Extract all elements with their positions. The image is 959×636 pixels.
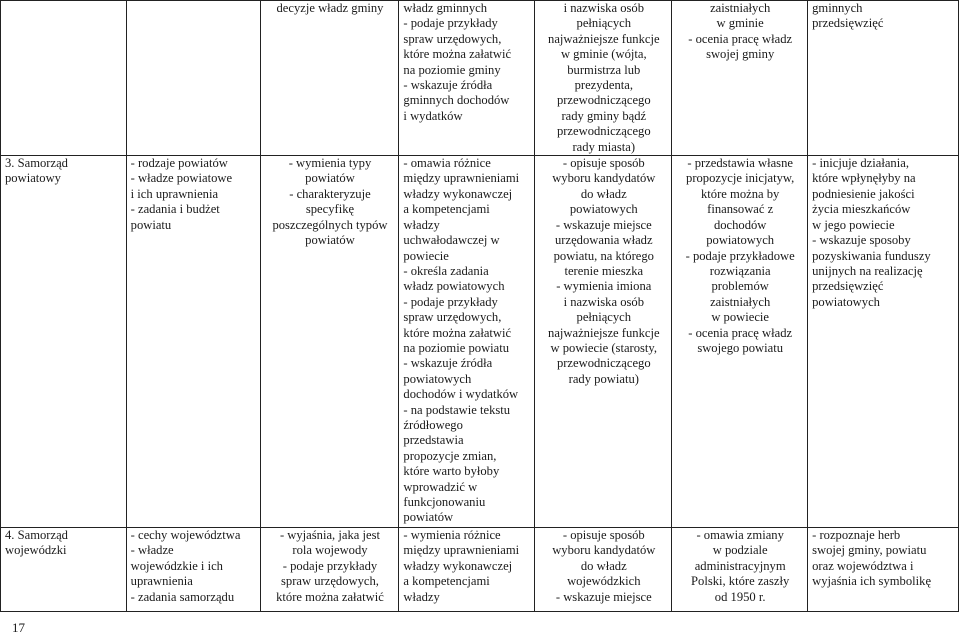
cell-text-line: między uprawnieniami bbox=[403, 171, 520, 186]
cell-text-line: pełniących bbox=[576, 16, 632, 31]
requirement-5-cell bbox=[808, 156, 959, 528]
cell-text-line: terenie mieszka bbox=[564, 263, 644, 278]
cell-text-line: - podaje przykłady bbox=[403, 16, 498, 31]
cell-text-line: - zadania samorządu bbox=[130, 589, 235, 604]
content-cell bbox=[126, 528, 260, 612]
cell-text-line: swojej gminy, powiatu bbox=[812, 543, 927, 558]
cell-text-line: władzy wykonawczej bbox=[403, 558, 513, 573]
cell-text-line: 3. Samorząd bbox=[5, 156, 68, 171]
cell-text-line: - wskazuje źródła bbox=[403, 78, 493, 93]
cell-text-line: i nazwiska osób bbox=[563, 1, 645, 15]
cell-text-line: - wskazuje miejsce bbox=[555, 589, 652, 604]
cell-text-line: - ocenia pracę władz bbox=[688, 325, 793, 340]
page-number: 17 bbox=[12, 620, 25, 635]
cell-text-line: źródłowego bbox=[403, 417, 463, 432]
cell-text-line: wyjaśnia ich symbolikę bbox=[812, 574, 932, 589]
cell-text-line: pełniących bbox=[576, 310, 632, 325]
requirement-4-cell bbox=[672, 528, 808, 612]
cell-text-line: powiatowych bbox=[569, 202, 638, 217]
cell-text-line: oraz województwa i bbox=[812, 558, 914, 573]
cell-text-line: rola wojewody bbox=[292, 543, 368, 558]
cell-text-line: - rodzaje powiatów bbox=[130, 156, 228, 171]
requirement-4-cell bbox=[672, 1, 808, 156]
cell-text-line: w powiecie bbox=[711, 310, 770, 325]
cell-text-line: decyzje władz gminy bbox=[276, 1, 384, 15]
cell-text-line: które można załatwić bbox=[403, 47, 512, 62]
cell-text-line: zaistniałych bbox=[710, 1, 771, 15]
requirement-4-cell bbox=[672, 156, 808, 528]
table-row bbox=[1, 528, 959, 612]
cell-text-line: w gminie (wójta, bbox=[560, 47, 647, 62]
table-row bbox=[1, 156, 959, 528]
cell-text-line: gminnych dochodów bbox=[403, 93, 510, 108]
cell-text-line: w jego powiecie bbox=[812, 217, 895, 232]
cell-text-line: spraw urzędowych, bbox=[403, 31, 502, 46]
cell-text-line: rozwiązania bbox=[709, 263, 771, 278]
cell-text-line: wyboru kandydatów bbox=[552, 171, 656, 186]
cell-text-line: - przedstawia własne bbox=[687, 156, 793, 171]
cell-text-line: zaistniałych bbox=[710, 294, 771, 309]
cell-text-line: najważniejsze funkcje bbox=[548, 31, 660, 46]
cell-text-line: od 1950 r. bbox=[714, 589, 766, 604]
cell-text-line: problemów bbox=[711, 279, 769, 294]
cell-text-line: w podziale bbox=[712, 543, 768, 558]
cell-text-line: - wymienia różnice bbox=[403, 528, 501, 543]
cell-text-line: władz powiatowych bbox=[403, 279, 505, 294]
cell-text-line: funkcjonowaniu bbox=[403, 495, 486, 509]
cell-text-line: które można by bbox=[701, 186, 780, 201]
cell-text-line: dochodów i wydatków bbox=[403, 387, 519, 402]
cell-text-line: - podaje przykłady bbox=[403, 294, 498, 309]
cell-text-line: - wymienia imiona bbox=[556, 279, 652, 294]
cell-text-line: pozyskiwania funduszy bbox=[812, 248, 931, 263]
cell-text-line: w powiecie (starosty, bbox=[550, 340, 658, 355]
cell-text-line: - podaje przykłady bbox=[282, 558, 378, 573]
cell-text-line: spraw urzędowych, bbox=[281, 574, 379, 589]
cell-text-line: powiatowych bbox=[706, 233, 775, 248]
cell-text-line: wojewódzkie i ich bbox=[130, 558, 223, 573]
cell-text-line: finansować z bbox=[707, 202, 774, 217]
cell-text-line: dochodów bbox=[713, 217, 767, 232]
cell-text-line: unijnych na realizację bbox=[812, 263, 923, 278]
cell-text-line: wyboru kandydatów bbox=[552, 543, 656, 558]
cell-text-line: powiatów bbox=[305, 233, 355, 248]
cell-text-line: - inicjuje działania, bbox=[812, 156, 909, 171]
requirement-1-cell bbox=[260, 1, 399, 156]
cell-text-line: - władze bbox=[130, 543, 174, 558]
cell-text-line: - władze powiatowe bbox=[130, 171, 233, 186]
cell-text-line: które wpłynęłyby na bbox=[812, 171, 916, 186]
requirement-2-cell bbox=[399, 528, 535, 612]
cell-text-line: władzy bbox=[403, 589, 440, 604]
cell-text-line: - na podstawie tekstu bbox=[403, 402, 511, 417]
cell-text-line: - omawia zmiany bbox=[696, 528, 784, 543]
cell-text-line: i ich uprawnienia bbox=[130, 186, 219, 201]
cell-text-line: 4. Samorząd bbox=[5, 528, 68, 543]
requirement-5-cell bbox=[808, 528, 959, 612]
cell-text-line: - określa zadania bbox=[403, 263, 489, 278]
cell-text-line: powiatu, na którego bbox=[553, 248, 654, 263]
cell-text-line: gminnych bbox=[812, 1, 863, 15]
cell-text-line: - wyjaśnia, jaka jest bbox=[279, 528, 380, 543]
cell-text-line: a kompetencjami bbox=[403, 574, 490, 589]
cell-text-line: na poziomie gminy bbox=[403, 62, 501, 77]
cell-text-line: i wydatków bbox=[403, 108, 463, 123]
cell-text-line: życia mieszkańców bbox=[812, 202, 911, 217]
cell-text-line: przedsięwzięć bbox=[812, 16, 884, 31]
cell-text-line: - rozpoznaje herb bbox=[812, 528, 901, 543]
cell-text-line: propozycje inicjatyw, bbox=[686, 171, 795, 186]
cell-text-line: powiatów bbox=[305, 171, 355, 186]
cell-text-line: poszczególnych typów bbox=[272, 217, 388, 232]
cell-text-line: specyfikę bbox=[305, 202, 355, 217]
cell-text-line: powiatowy bbox=[5, 171, 61, 186]
cell-text-line: wojewódzki bbox=[5, 543, 67, 558]
cell-text-line: które warto byłoby bbox=[403, 464, 500, 479]
cell-text-line: przewodniczącego bbox=[556, 124, 651, 139]
requirement-2-cell bbox=[399, 156, 535, 528]
requirement-3-cell bbox=[535, 156, 672, 528]
cell-text-line: które można załatwić bbox=[276, 589, 384, 604]
cell-text-line: powiatów bbox=[403, 510, 454, 525]
cell-text-line: - podaje przykładowe bbox=[685, 248, 795, 263]
cell-text-line: przewodniczącego bbox=[556, 93, 651, 108]
topic-cell bbox=[1, 528, 127, 612]
cell-text-line: administracyjnym bbox=[694, 558, 786, 573]
cell-text-line: do władz bbox=[580, 558, 627, 573]
cell-text-line: - opisuje sposób bbox=[562, 528, 645, 543]
cell-text-line: uchwałodawczej w bbox=[403, 233, 500, 248]
cell-text-line: które można załatwić bbox=[403, 325, 512, 340]
cell-text-line: podniesienie jakości bbox=[812, 186, 915, 201]
requirement-3-cell bbox=[535, 528, 672, 612]
cell-text-line: - zadania i budżet bbox=[130, 202, 220, 217]
cell-text-line: swojego powiatu bbox=[697, 340, 784, 355]
cell-text-line: w gminie bbox=[716, 16, 764, 31]
cell-text-line: rady gminy bądź bbox=[561, 108, 647, 123]
cell-text-line: między uprawnieniami bbox=[403, 543, 520, 558]
requirement-3-cell bbox=[535, 1, 672, 156]
cell-text-line: przedsięwzięć bbox=[812, 279, 884, 294]
cell-text-line: burmistrza lub bbox=[567, 62, 641, 77]
cell-text-line: powiatowych bbox=[812, 294, 880, 309]
cell-text-line: powiatu bbox=[130, 217, 172, 232]
requirement-1-cell bbox=[260, 528, 399, 612]
cell-text-line: prezydenta, bbox=[574, 78, 633, 93]
cell-text-line: propozycje zmian, bbox=[403, 448, 497, 463]
cell-text-line: i nazwiska osób bbox=[563, 294, 645, 309]
cell-text-line: do władz bbox=[580, 186, 627, 201]
requirement-2-cell bbox=[399, 1, 535, 156]
cell-text-line: Polski, które zaszły bbox=[691, 574, 790, 589]
cell-text-line: - wskazuje sposoby bbox=[812, 233, 911, 248]
cell-text-line: - charakteryzuje bbox=[289, 186, 371, 201]
table-row bbox=[1, 1, 959, 156]
cell-text-line: a kompetencjami bbox=[403, 202, 490, 217]
cell-text-line: przedstawia bbox=[403, 433, 464, 448]
cell-text-line: wprowadzić w bbox=[403, 479, 478, 494]
cell-text-line: rady powiatu) bbox=[568, 371, 639, 386]
cell-text-line: - wskazuje miejsce bbox=[555, 217, 652, 232]
cell-text-line: - opisuje sposób bbox=[562, 156, 645, 171]
cell-text-line: przewodniczącego bbox=[556, 356, 651, 371]
cell-text-line: - omawia różnice bbox=[403, 156, 491, 171]
cell-text-line: najważniejsze funkcje bbox=[548, 325, 660, 340]
cell-text-line: na poziomie powiatu bbox=[403, 340, 510, 355]
cell-text-line: - wskazuje źródła bbox=[403, 356, 493, 371]
cell-text-line: rady miasta) bbox=[572, 139, 636, 154]
topic-cell bbox=[1, 1, 127, 156]
cell-text-line: - ocenia pracę władz bbox=[688, 31, 793, 46]
requirement-5-cell bbox=[808, 1, 959, 156]
cell-text-line: władz gminnych bbox=[403, 1, 488, 15]
cell-text-line: wojewódzkich bbox=[567, 574, 641, 589]
cell-text-line: władzy bbox=[403, 217, 440, 232]
topic-cell bbox=[1, 156, 127, 528]
cell-text-line: - cechy województwa bbox=[130, 528, 241, 543]
cell-text-line: powiatowych bbox=[403, 371, 472, 386]
content-cell bbox=[126, 1, 260, 156]
content-cell bbox=[126, 156, 260, 528]
cell-text-line: spraw urzędowych, bbox=[403, 310, 502, 325]
requirement-1-cell bbox=[260, 156, 399, 528]
cell-text-line: urzędowania władz bbox=[555, 233, 653, 248]
cell-text-line: powiecie bbox=[403, 248, 449, 263]
cell-text-line: uprawnienia bbox=[130, 574, 193, 589]
cell-text-line: swojej gminy bbox=[706, 47, 775, 62]
cell-text-line: - wymienia typy bbox=[288, 156, 372, 171]
cell-text-line: władzy wykonawczej bbox=[403, 186, 513, 201]
